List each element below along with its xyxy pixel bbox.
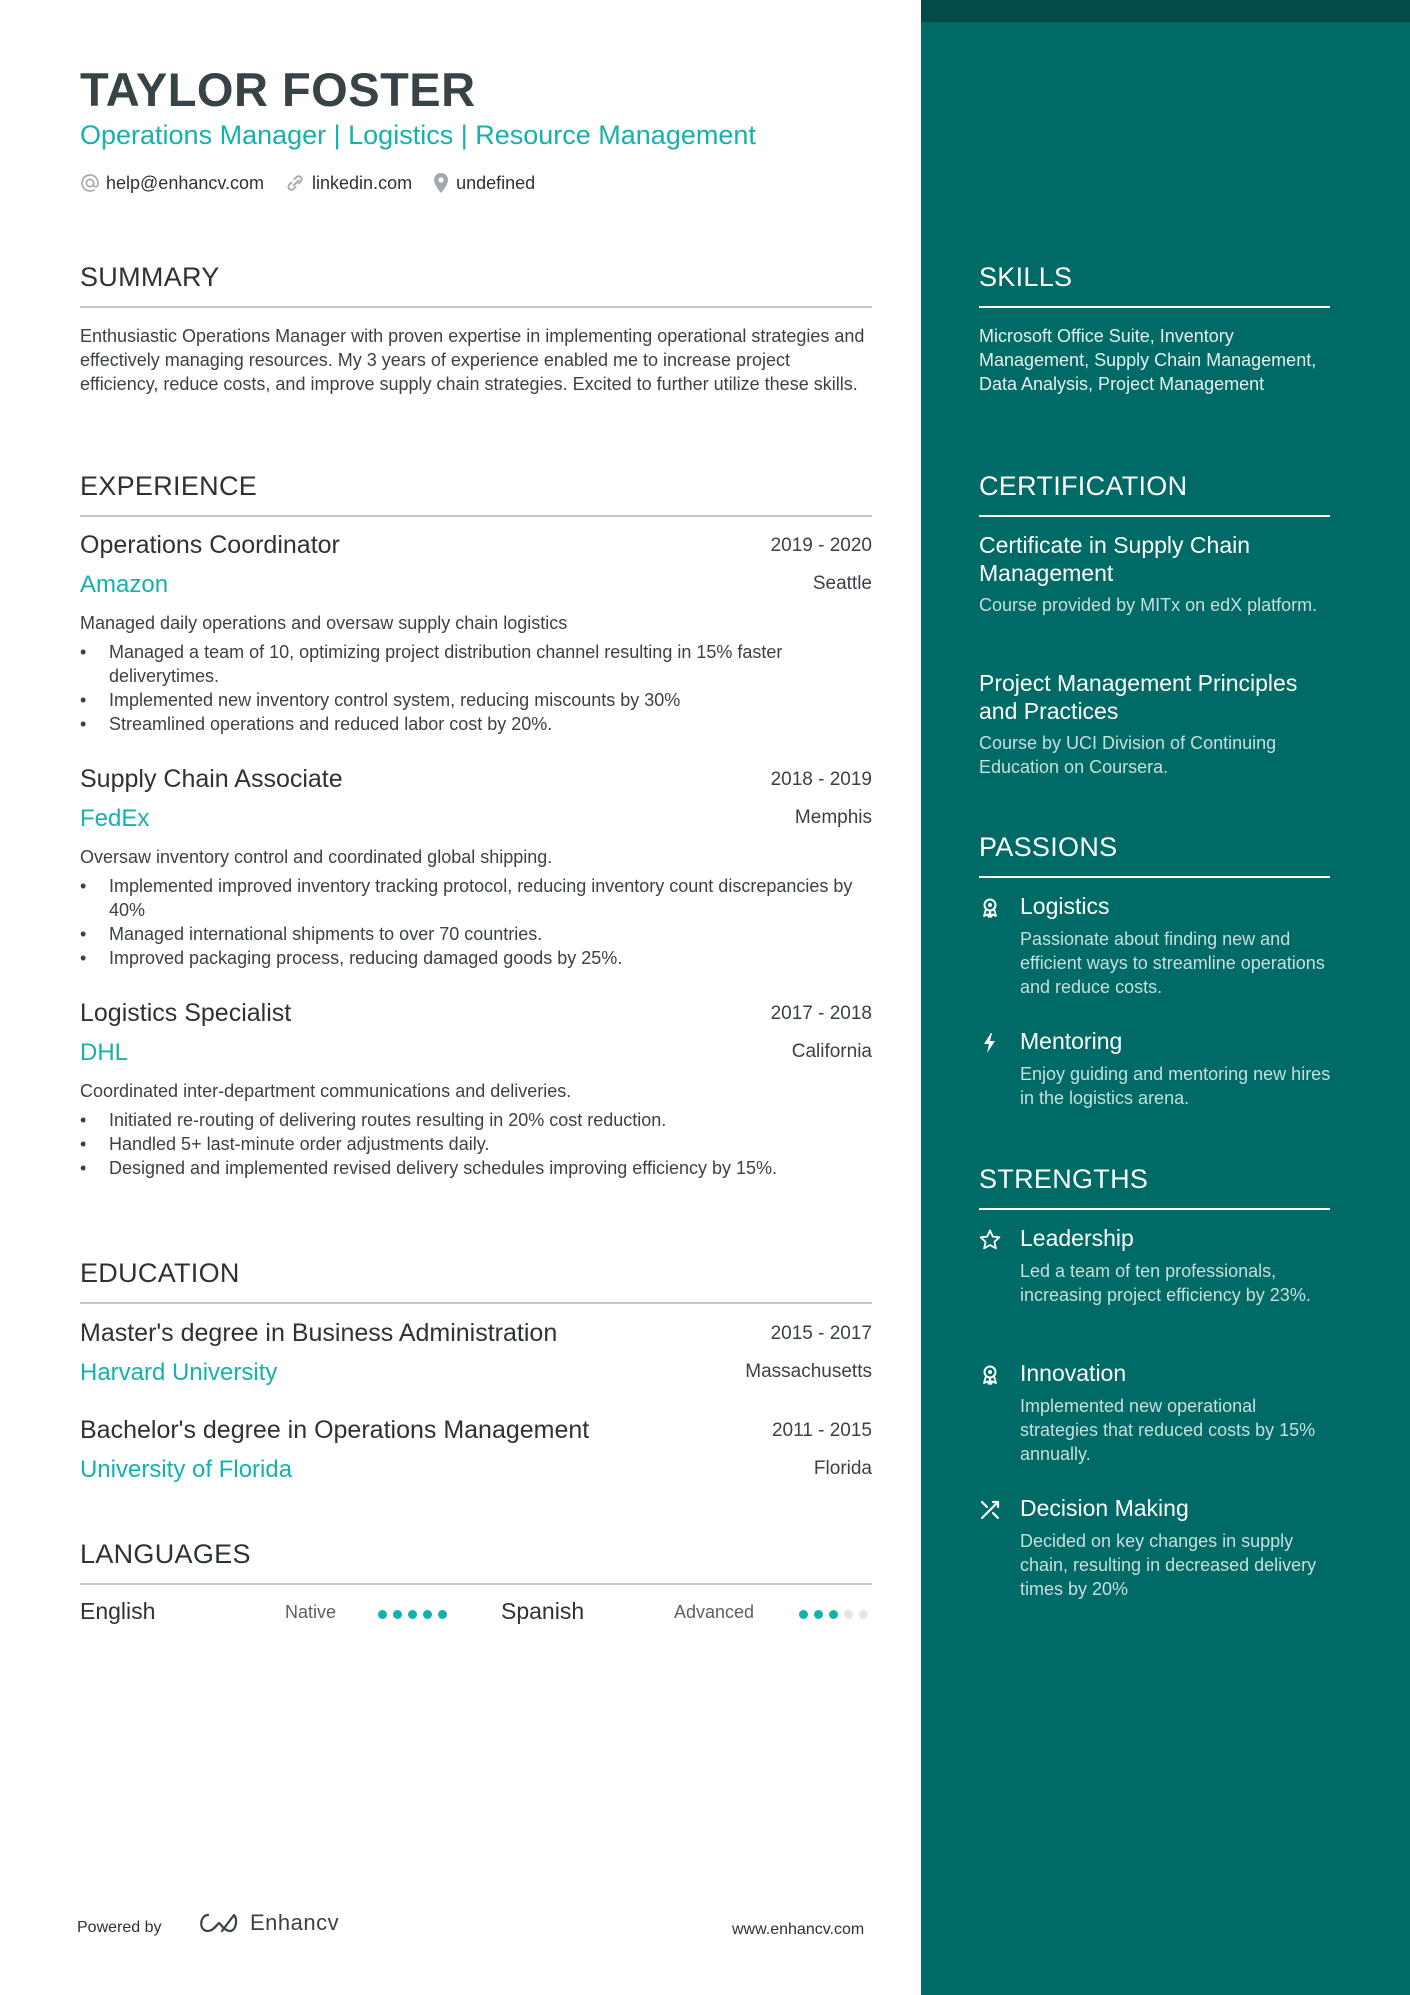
footer-url[interactable]: www.enhancv.com bbox=[732, 1921, 865, 1938]
contact-location bbox=[432, 172, 535, 194]
job-bullet: • Implemented improved inventory tracking protocol, reducing inventory count discrepancies by 40% bbox=[80, 874, 872, 922]
school-name: University of Florida bbox=[80, 1456, 293, 1483]
experience-entry bbox=[80, 531, 872, 736]
job-bullet: • Managed a team of 10, optimizing project distribution channel resulting in 15% faster deliverytimes. bbox=[80, 640, 872, 688]
language-name: English bbox=[80, 1598, 156, 1624]
school-location: Florida bbox=[813, 1458, 872, 1479]
strengths-divider bbox=[979, 1208, 1330, 1210]
job-bullets bbox=[80, 640, 872, 736]
job-bullet: • Managed international shipments to over 70 countries. bbox=[80, 922, 872, 946]
passion-description: Enjoy guiding and mentoring new hires in the logistics arena. bbox=[1020, 1064, 1331, 1108]
passion-description: Passionate about finding new and efficient ways to streamline operations and reduce costs. bbox=[1020, 929, 1325, 997]
email-text: help@enhancv.com bbox=[106, 172, 265, 193]
summary-heading: SUMMARY bbox=[80, 262, 220, 292]
degree-title: Bachelor's degree in Operations Management bbox=[80, 1416, 590, 1444]
school-name: Harvard University bbox=[80, 1359, 278, 1386]
job-bullet: • Streamlined operations and reduced labor cost by 20%. bbox=[80, 712, 872, 736]
award-icon bbox=[979, 897, 1001, 919]
experience-entry bbox=[80, 765, 872, 970]
at-icon bbox=[80, 173, 100, 193]
experience-divider bbox=[80, 515, 872, 517]
language-level: Native bbox=[285, 1602, 337, 1622]
job-dates: 2019 - 2020 bbox=[770, 535, 872, 556]
job-description: Oversaw inventory control and coordinated global shipping. bbox=[80, 847, 553, 867]
degree-dates: 2015 - 2017 bbox=[770, 1323, 872, 1344]
strength-description: Led a team of ten professionals, increasing project efficiency by 23%. bbox=[1020, 1261, 1311, 1305]
powered-by-label: Powered by bbox=[77, 1919, 162, 1936]
language-level: Advanced bbox=[674, 1602, 755, 1622]
job-bullet: • Implemented new inventory control system, reducing miscounts by 30% bbox=[80, 688, 872, 712]
enhancv-logo-icon bbox=[196, 1911, 242, 1935]
language-rating bbox=[378, 1610, 453, 1619]
job-description: Coordinated inter-department communications and deliveries. bbox=[80, 1081, 572, 1101]
website-text: linkedin.com bbox=[312, 172, 413, 193]
star-icon bbox=[979, 1229, 1001, 1251]
degree-title: Master's degree in Business Administration bbox=[80, 1319, 558, 1347]
skills-text: Microsoft Office Suite, Inventory Management, Supply Chain Management, Data Analysis, Project Management bbox=[979, 326, 1317, 394]
decision-icon bbox=[979, 1499, 1001, 1521]
rating-dot-filled bbox=[393, 1610, 402, 1619]
languages-list bbox=[80, 1598, 872, 1632]
rating-dot-filled bbox=[799, 1610, 808, 1619]
skills-heading: SKILLS bbox=[979, 262, 1073, 292]
main-column bbox=[80, 0, 872, 1995]
rating-dot-empty bbox=[844, 1610, 853, 1619]
rating-dot-filled bbox=[829, 1610, 838, 1619]
rating-dot-filled bbox=[438, 1610, 447, 1619]
passions-heading: PASSIONS bbox=[979, 832, 1118, 862]
job-location: Memphis bbox=[794, 807, 872, 828]
strengths-heading: STRENGTHS bbox=[979, 1164, 1149, 1194]
candidate-name: TAYLOR FOSTER bbox=[80, 63, 476, 116]
location-pin-icon bbox=[432, 172, 450, 194]
job-bullet: • Handled 5+ last-minute order adjustments daily. bbox=[80, 1132, 872, 1156]
award-icon bbox=[979, 1364, 1001, 1386]
contact-email[interactable] bbox=[80, 173, 264, 194]
passion-title: Mentoring bbox=[1020, 1028, 1123, 1054]
certification-title: Project Management Principles and Practices bbox=[979, 670, 1298, 724]
job-bullet: • Improved packaging process, reducing damaged goods by 25%. bbox=[80, 946, 872, 970]
contact-website[interactable] bbox=[284, 173, 412, 194]
job-title: Supply Chain Associate bbox=[80, 765, 343, 793]
school-location: Massachusetts bbox=[745, 1361, 872, 1382]
strength-title: Innovation bbox=[1020, 1360, 1127, 1386]
certification-title: Certificate in Supply Chain Management bbox=[979, 532, 1251, 586]
strength-description: Decided on key changes in supply chain, resulting in decreased delivery times by 20% bbox=[1020, 1531, 1317, 1599]
education-divider bbox=[80, 1302, 872, 1304]
rating-dot-filled bbox=[423, 1610, 432, 1619]
job-bullets bbox=[80, 1108, 872, 1180]
certification-description: Course provided by MITx on edX platform. bbox=[979, 595, 1318, 615]
certification-item bbox=[979, 669, 1330, 779]
enhancv-brand: Enhancv bbox=[250, 1910, 340, 1935]
sidebar bbox=[921, 0, 1410, 1995]
summary-text: Enthusiastic Operations Manager with proven expertise in implementing operational strategies and effectively managing resources. My 3 years of experience enabled me to increase project efficiency, reduce costs, and improve supply chain strategies. Excited to further utilize these skills. bbox=[80, 326, 865, 394]
strength-title: Decision Making bbox=[1020, 1495, 1189, 1521]
languages-heading: LANGUAGES bbox=[80, 1539, 251, 1569]
rating-dot-filled bbox=[378, 1610, 387, 1619]
job-company: DHL bbox=[80, 1039, 129, 1066]
job-company: Amazon bbox=[80, 571, 169, 598]
job-company: FedEx bbox=[80, 805, 150, 832]
job-title: Logistics Specialist bbox=[80, 999, 292, 1027]
education-entry bbox=[80, 1319, 872, 1391]
certification-item bbox=[979, 531, 1330, 617]
job-dates: 2017 - 2018 bbox=[770, 1003, 872, 1024]
location-text: undefined bbox=[456, 172, 536, 193]
language-name: Spanish bbox=[501, 1598, 585, 1624]
job-dates: 2018 - 2019 bbox=[770, 769, 872, 790]
job-location: California bbox=[791, 1041, 872, 1062]
job-bullets bbox=[80, 874, 872, 970]
sidebar-top-band bbox=[921, 0, 1410, 22]
job-title: Operations Coordinator bbox=[80, 531, 340, 559]
education-entry bbox=[80, 1416, 872, 1488]
link-icon bbox=[284, 173, 306, 193]
candidate-title: Operations Manager | Logistics | Resource Management bbox=[80, 120, 756, 150]
experience-heading: EXPERIENCE bbox=[80, 471, 258, 501]
job-bullet: • Initiated re-routing of delivering routes resulting in 20% cost reduction. bbox=[80, 1108, 872, 1132]
passion-title: Logistics bbox=[1020, 893, 1110, 919]
job-location: Seattle bbox=[812, 573, 872, 594]
summary-divider bbox=[80, 306, 872, 308]
language-item bbox=[80, 1598, 155, 1625]
certification-heading: CERTIFICATION bbox=[979, 471, 1188, 501]
certification-description: Course by UCI Division of Continuing Education on Coursera. bbox=[979, 733, 1277, 777]
job-bullet: • Designed and implemented revised delivery schedules improving efficiency by 15%. bbox=[80, 1156, 872, 1180]
lightning-icon bbox=[979, 1032, 1001, 1054]
contact-row bbox=[80, 172, 555, 194]
rating-dot-filled bbox=[814, 1610, 823, 1619]
passions-divider bbox=[979, 876, 1330, 878]
experience-entry bbox=[80, 999, 872, 1180]
strength-title: Leadership bbox=[1020, 1225, 1134, 1251]
rating-dot-filled bbox=[408, 1610, 417, 1619]
job-description: Managed daily operations and oversaw supply chain logistics bbox=[80, 613, 568, 633]
degree-dates: 2011 - 2015 bbox=[771, 1420, 872, 1441]
language-rating bbox=[799, 1610, 874, 1619]
language-item bbox=[501, 1598, 584, 1625]
skills-divider bbox=[979, 306, 1330, 308]
certification-divider bbox=[979, 515, 1330, 517]
languages-divider bbox=[80, 1583, 872, 1585]
enhancv-logo[interactable] bbox=[196, 1910, 339, 1936]
strength-description: Implemented new operational strategies that reduced costs by 15% annually. bbox=[1020, 1396, 1316, 1464]
education-heading: EDUCATION bbox=[80, 1258, 240, 1288]
rating-dot-empty bbox=[859, 1610, 868, 1619]
